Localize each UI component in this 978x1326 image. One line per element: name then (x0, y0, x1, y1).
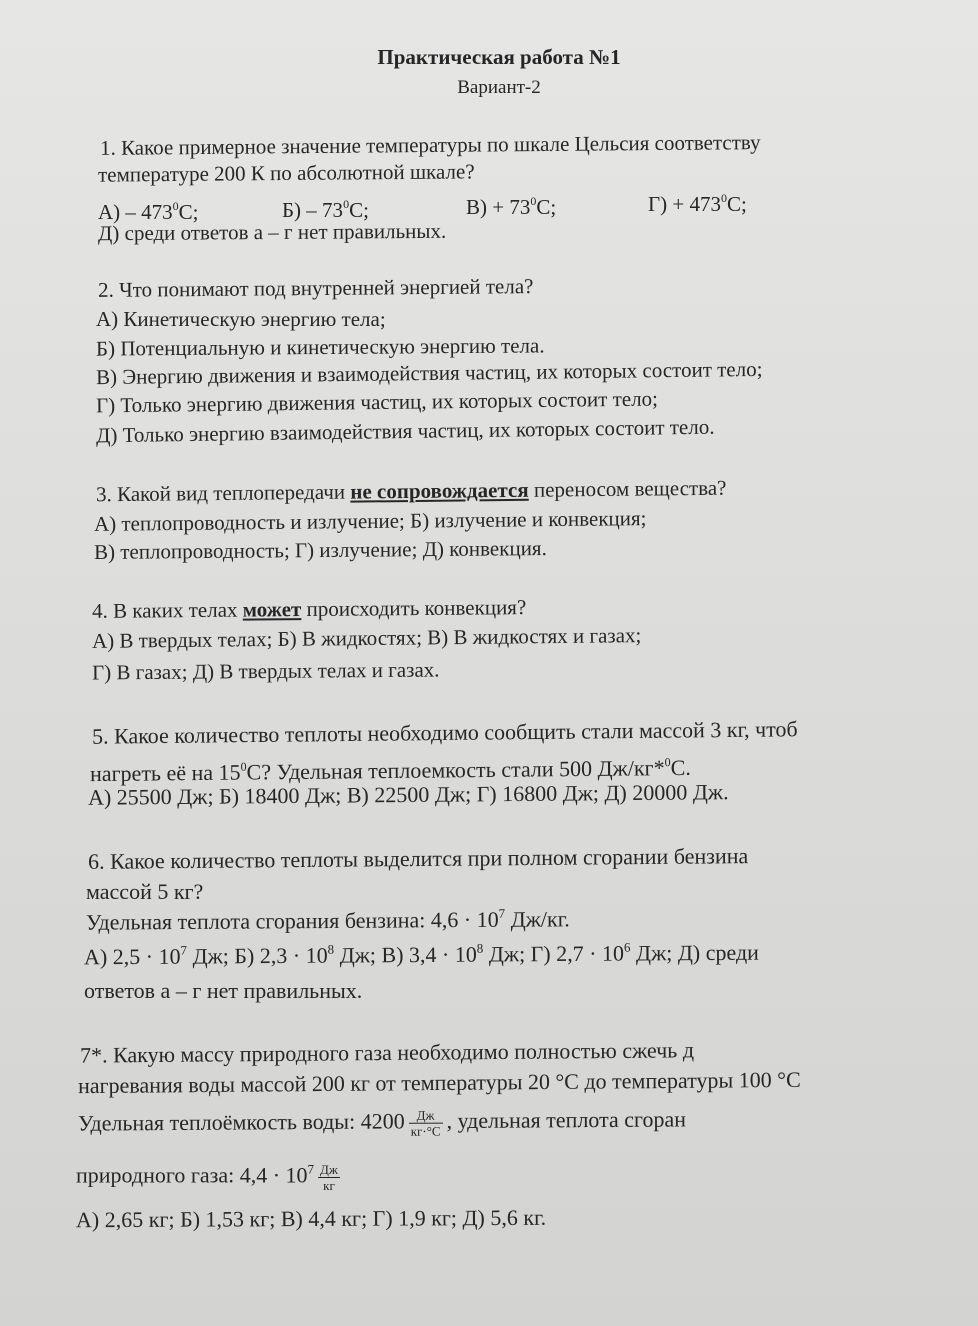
q5-text-line2-pre: нагреть её на 15 (89, 759, 241, 787)
degree-mark: 0 (240, 759, 247, 774)
q6-heat-unit: Дж/кг. (505, 906, 570, 932)
q7-text-line3-post: , удельная теплота сгоран (446, 1106, 687, 1134)
q6-option-g-exponent: 6 (623, 939, 631, 955)
degree-mark: 0 (530, 194, 537, 208)
q4-options-line2: Г) В газах; Д) В твердых телах и газах. (91, 657, 440, 685)
q6-option-v: Дж; В) 3,4 · 10 (334, 941, 477, 968)
q7-options: А) 2,65 кг; Б) 1,53 кг; В) 4,4 кг; Г) 1,9 кг; Д) 5,6 кг. (75, 1204, 547, 1233)
q1-option-g-value: Г) + 473 (648, 192, 721, 216)
q1-option-b-unit: С; (349, 198, 369, 222)
q6-heat-value: Удельная теплота сгорания бензина: 4,6 · 10 (85, 906, 499, 935)
degree-mark: 0 (720, 191, 727, 205)
q1-option-g-unit: С; (726, 192, 747, 216)
q6-option-b: Дж; Б) 2,3 · 10 (186, 942, 328, 969)
q3-text-pre: 3. Какой вид теплопередачи (95, 479, 351, 507)
q5-text-line2-post: С? Удельная теплоемкость стали 500 Дж/кг* (246, 755, 665, 785)
q6-option-d-start: Дж; Д) среди (630, 939, 759, 966)
q7-water-capacity: Удельная теплоёмкость воды: 4200 (77, 1108, 405, 1136)
q1-option-g (648, 185, 747, 217)
degree-mark: 0 (664, 755, 671, 770)
q2-option-g: Г) Только энергию движения частиц, их которых состоит тело; (95, 386, 659, 418)
q2-option-b: Б) Потенциальную и кинетическую энергию тела. (95, 333, 545, 361)
q7-text-line1: 7*. Какую массу природного газа необходимо полностью сжечь д (79, 1037, 695, 1068)
q3-options-line2: В) теплопроводность; Г) излучение; Д) конвекция. (93, 536, 547, 564)
q7-gas-heat-unit-denominator: кг (323, 1178, 335, 1193)
q3-text-post: переносом вещества? (528, 475, 727, 502)
q3-options-line1: А) теплопроводность и излучение; Б) излучение и конвекция; (93, 506, 647, 536)
q6-text-line2: массой 5 кг? (86, 879, 204, 904)
q2-option-d: Д) Только энергию взаимодействия частиц, их которых состоит тело. (95, 414, 715, 448)
q4-text (92, 594, 526, 624)
q7-text-line2: нагревания воды массой 200 кг от температуры 20 °С до температуры 100 °С (77, 1066, 801, 1099)
q1-text-line2: температуре 200 К по абсолютной шкале? (97, 159, 475, 187)
q5-text-line2-end: С. (670, 754, 691, 781)
q5-text-line1: 5. Какое количество теплоты необходимо сообщить стали массой 3 кг, чтоб (91, 716, 798, 749)
q6-option-b-exponent: 8 (327, 941, 335, 957)
q6-options-line1 (84, 940, 759, 971)
q1-option-b-value: Б) – 73 (282, 198, 344, 222)
q1-option-v (466, 188, 556, 220)
q4-options-line1: А) В твердых телах; Б) В жидкостях; В) В жидкостях и газах; (91, 623, 642, 653)
q6-option-v-exponent: 8 (476, 940, 484, 956)
q4-text-pre: 4. В каких телах (91, 597, 243, 623)
q6-option-g: Дж; Г) 2,7 · 10 (483, 940, 625, 967)
q7-text-line3 (78, 1106, 686, 1141)
q1-text-line1: 1. Какое примерное значение температуры по шкале Цельсия соответству (99, 130, 761, 160)
q2-text: 2. Что понимают под внутренней энергией тела? (97, 274, 534, 302)
q4-text-post: происходить конвекция? (301, 595, 527, 622)
q7-gas-heat-unit-fraction (318, 1162, 340, 1193)
q3-text (96, 475, 727, 508)
q6-text-line1: 6. Какое количество теплоты выделится при полном сгорании бензина (87, 843, 749, 874)
q6-option-a: А) 2,5 · 10 (83, 943, 181, 970)
q2-option-a: А) Кинетическую энергию тела; (96, 307, 386, 331)
q1-option-a-value: А) – 473 (98, 200, 173, 224)
q4-emphasis: может (242, 597, 302, 622)
q7-capacity-unit-denominator: кг·°С (410, 1123, 441, 1139)
page-title: Практическая работа №1 (377, 45, 621, 69)
q6-option-a-exponent: 7 (180, 942, 188, 958)
q1-option-v-unit: С; (536, 195, 557, 219)
q7-capacity-unit-numerator: Дж (409, 1108, 443, 1124)
q6-text-line3 (86, 906, 570, 935)
q5-options: А) 25500 Дж; Б) 18400 Дж; В) 22500 Дж; Г) 16800 Дж; Д) 20000 Дж. (87, 779, 729, 810)
q7-capacity-unit-fraction (409, 1108, 443, 1139)
q7-text-line4 (76, 1162, 344, 1193)
degree-mark: 0 (343, 197, 350, 211)
q2-option-v: В) Энергию движения и взаимодействия частиц, их которых состоит тело; (95, 356, 763, 390)
q1-option-d: Д) среди ответов а – г нет правильных. (97, 218, 447, 246)
q1-option-v-value: В) + 73 (466, 195, 531, 219)
q7-gas-heat-unit-numerator: Дж (320, 1162, 338, 1177)
degree-mark: 0 (172, 199, 179, 213)
variant-label: Вариант-2 (457, 77, 541, 98)
q1-option-a-unit: С; (178, 200, 199, 224)
q6-heat-exponent: 7 (498, 905, 506, 921)
q3-emphasis: не сопровождается (350, 477, 529, 504)
q7-gas-heat-exponent: 7 (307, 1161, 315, 1177)
q7-gas-heat-value: природного газа: 4,4 · 10 (76, 1162, 308, 1188)
q6-options-line2: ответов а – г нет правильных. (84, 978, 363, 1003)
